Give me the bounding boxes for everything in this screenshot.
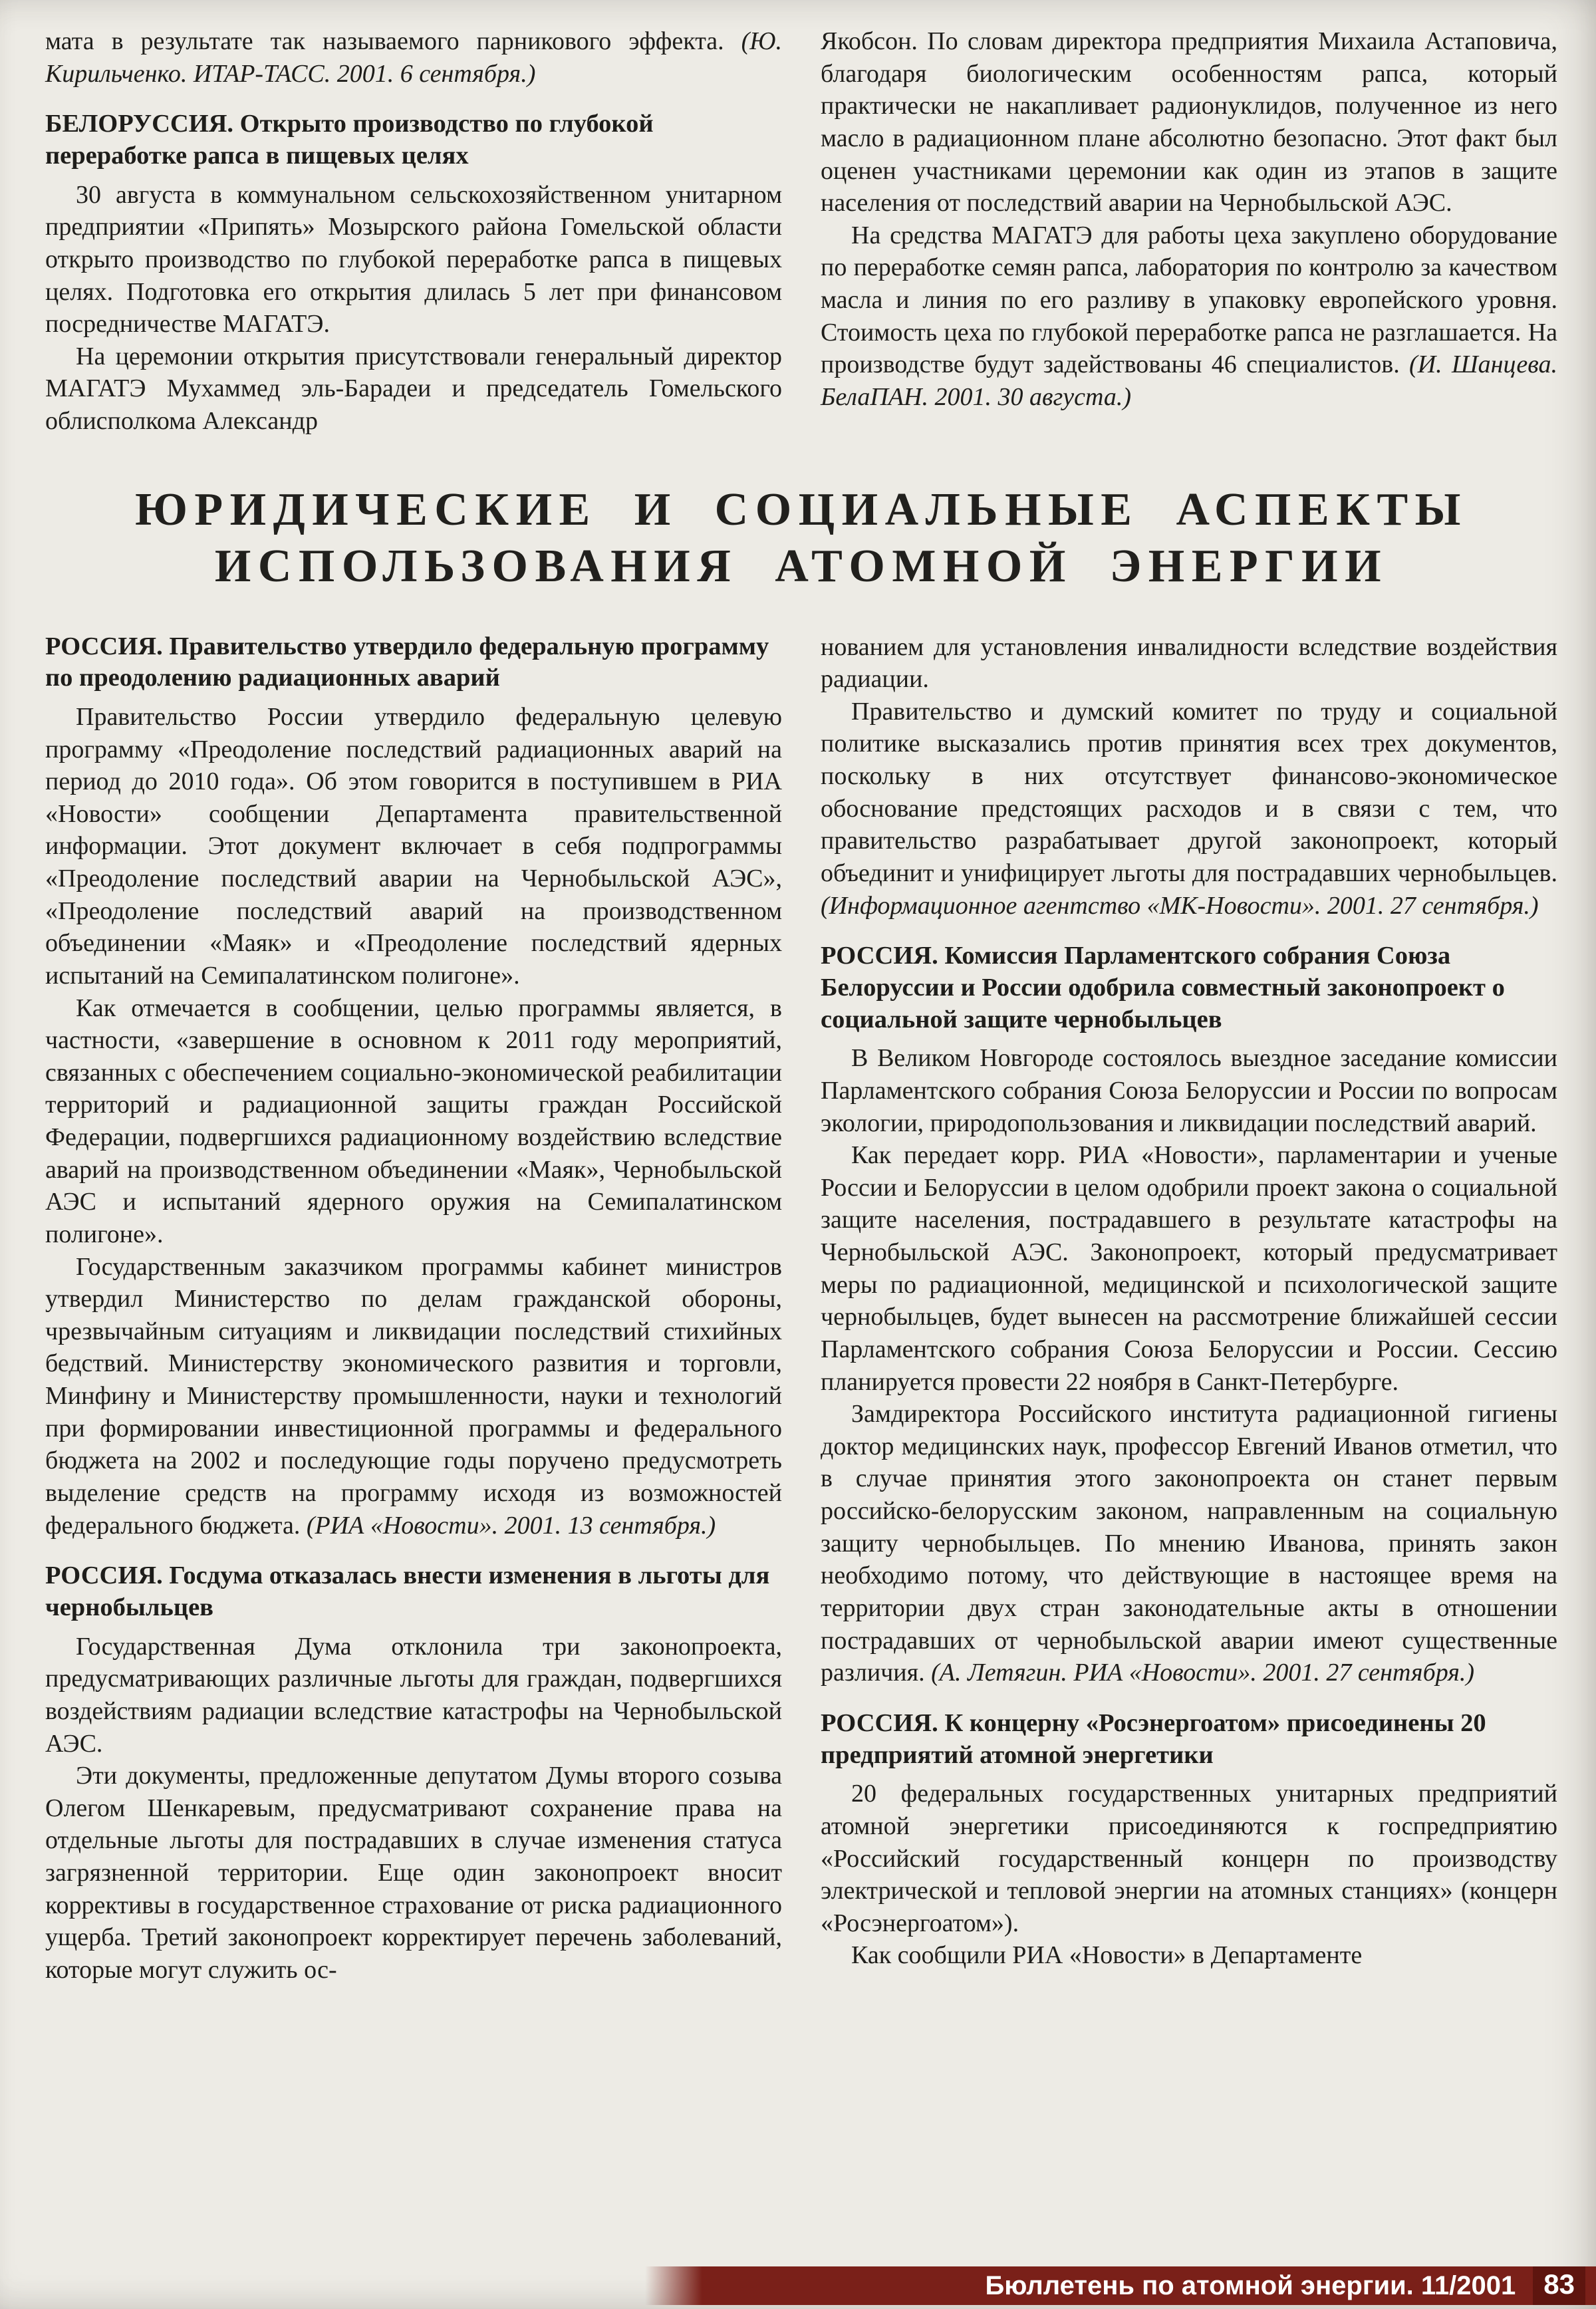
article-paragraph: Эти документы, предложенные депутатом Думы второго созыва Олегом Шенкаревым, предусматривают сохранение права на отдельные льготы для пострадавших в случае изменения статуса загрязненной территории. Еще один законопроект вносит коррективы в государственное страхование от риска радиационного ущерба. Третий законопроект корректирует перечень заболеваний, которые могут служить ос- [45,1762,782,1984]
section-title [49,481,1553,595]
article-paragraph: Государственная Дума отклонила три законопроекта, предусматривающих различные льготы для граждан, подвергшихся воздействиям радиации вследствие катастрофы на Чернобыльской АЭС. [45,1632,782,1758]
main-left-column [45,631,782,1986]
paragraph-text: мата в результате так называемого парникового эффекта. [45,27,741,55]
top-right-column [821,25,1557,438]
article-paragraph [45,25,782,90]
article-heading: РОССИЯ. Госдума отказалась внести изменения в льготы для чернобыльцев [45,1562,770,1621]
citation-text: (Информационное агентство «МК-Новости». 2001. 27 сентября.) [821,891,1539,920]
paragraph-text: Правительство и думский комитет по труду и социальной политике высказались против принятия всех трех документов, поскольку в них отсутствует финансово-экономическое обоснование предстоящих расходов и в связи с тем, что правительство разрабатывает другой законопроект, который объединит и унифицирует льготы для пострадавших чернобыльцев. [821,697,1557,887]
article-heading: РОССИЯ. Правительство утвердило федеральную программу по преодолению радиационных аварий [45,632,769,692]
top-left-column [45,25,782,438]
main-right-column [821,631,1557,1986]
journal-title: Бюллетень по атомной энергии. 11/2001 [985,2270,1516,2300]
article-heading: РОССИЯ. К концерну «Росэнергоатом» присоединены 20 предприятий атомной энергетики [821,1708,1486,1769]
article-heading: РОССИЯ. Комиссия Парламентского собрания Союза Белоруссии и России одобрила совместный законопроект о социальной защите чернобыльцев [821,942,1505,1033]
article-paragraph [45,1251,782,1542]
citation-text: (Ю. Кирильченко. ИТАР-ТАСС. 2001. 6 сентября.) [45,27,782,88]
article-heading: БЕЛОРУССИЯ. Открыто производство по глубокой переработке рапса в пищевых целях [45,110,654,170]
article-paragraph [821,696,1557,922]
article-paragraph: Как сообщили РИА «Новости» в Департаменте [851,1941,1363,1970]
section-title-line-1: ЮРИДИЧЕСКИЕ И СОЦИАЛЬНЫЕ АСПЕКТЫ [135,483,1468,535]
article-paragraph: Как передает корр. РИА «Новости», парламентарии и ученые России и Белоруссии в целом одобрили проект закона о социальной защите населения, пострадавшего в результате катастрофы на Чернобыльской АЭС. Законопроект, который предусматривает меры по радиационной, медицинской и психологической защите чернобыльцев, будет вынесен на рассмотрение ближайшей сессии Парламентского собрания Союза Белоруссии и России. Сессию планируется провести 22 ноября в Санкт-Петербурге. [821,1141,1557,1396]
page-number: 83 [1533,2266,1585,2305]
article-paragraph: 30 августа в коммунальном сельскохозяйственном унитарном предприятии «Припять» Мозырского района Гомельской области открыто производство по глубокой переработке рапса в пищевых целях. Подготовка его открытия длилась 5 лет при финансовом посредничестве МАГАТЭ. [45,180,782,339]
paragraph-text: На средства МАГАТЭ для работы цеха закуплено оборудование по переработке семян рапса, лаборатория по контролю за качеством масла и линия по его разливу в упаковку европейского уровня. Стоимость цеха по глубокой переработке рапса не разглашается. На производстве будут задействованы 46 специалистов. [821,221,1557,379]
citation-text: (А. Летягин. РИА «Новости». 2001. 27 сентября.) [931,1659,1475,1687]
article-paragraph: В Великом Новгороде состоялось выездное заседание комиссии Парламентского собрания Союза Белоруссии и России по вопросам экологии, природопользования и ликвидации последствий аварий. [821,1044,1557,1137]
section-title-line-2: ИСПОЛЬЗОВАНИЯ АТОМНОЙ ЭНЕРГИИ [214,541,1389,593]
article-paragraph: Правительство России утвердило федеральную целевую программу «Преодоление последствий радиационных аварий на период до 2010 года». Об этом говорится в поступившем в РИА «Новости» сообщении Департамента правительственной информации. Этот документ включает в себя подпрограммы «Преодоление последствий аварии на Чернобыльской АЭС», «Преодоление последствий аварий на производственном объединении «Маяк» и «Преодоление последствий ядерных испытаний на Семипалатинском полигоне». [45,702,782,990]
article-paragraph: Якобсон. По словам директора предприятия Михаила Астаповича, благодаря биологическим особенностям рапса, который практически не накапливает радионуклидов, полученное из него масло в радиационном плане абсолютно безопасно. Этот факт был оценен участниками церемонии как один из этапов в защите населения от последствий аварии на Чернобыльской АЭС. [821,27,1557,217]
main-articles-section [45,631,1557,1986]
top-articles-section [45,25,1557,438]
page-footer [645,2266,1596,2305]
citation-text: (И. Шанцева. БелаПАН. 2001. 30 августа.) [821,350,1557,411]
article-paragraph [821,1398,1557,1689]
article-paragraph: На церемонии открытия присутствовали генеральный директор МАГАТЭ Мухаммед эль-Барадеи и председатель Гомельского облисполкома Александр [45,342,782,436]
paragraph-text: Замдиректора Российского института радиационной гигиены доктор медицинских наук, профессор Евгений Иванов отметил, что в случае принятия этого законопроекта он станет первым российско-белорусским законом, направленным на социальную защиту чернобыльцев. По мнению Иванова, принять закон необходимо потому, что действующие в настоящее время на территории двух стран законодательные акты в отношении пострадавших от чернобыльской аварии имеют существенные различия. [821,1400,1557,1687]
citation-text: (РИА «Новости». 2001. 13 сентября.) [306,1511,716,1540]
article-paragraph: нованием для установления инвалидности вследствие воздействия радиации. [821,632,1557,694]
article-paragraph [821,219,1557,414]
paragraph-text: Государственным заказчиком программы кабинет министров утвердил Министерство по делам гражданской обороны, чрезвычайным ситуациям и ликвидации последствий стихийных бедствий. Министерству экономического развития и торговли, Минфину и Министерству промышленности, науки и технологий при формировании инвестиционной программы и федерального бюджета на 2002 и последующие годы поручено предусмотреть выделение средств на программу исходя из возможностей федерального бюджета. [45,1252,782,1540]
article-paragraph: Как отмечается в сообщении, целью программы является, в частности, «завершение в основном к 2011 году мероприятий, связанных с обеспечением социально-экономической реабилитации территорий и радиационной защиты граждан Российской Федерации, подвергшихся радиационному воздействию вследствие аварий на производственном объединении «Маяк», Чернобыльской АЭС и испытаний ядерного оружия на Семипалатинском полигоне». [45,994,782,1248]
article-paragraph: 20 федеральных государственных унитарных предприятий атомной энергетики присоединяются к госпредприятию «Российский государственный концерн по производству электрической и тепловой энергии на атомных станциях» (концерн «Росэнергоатом»). [821,1780,1557,1937]
